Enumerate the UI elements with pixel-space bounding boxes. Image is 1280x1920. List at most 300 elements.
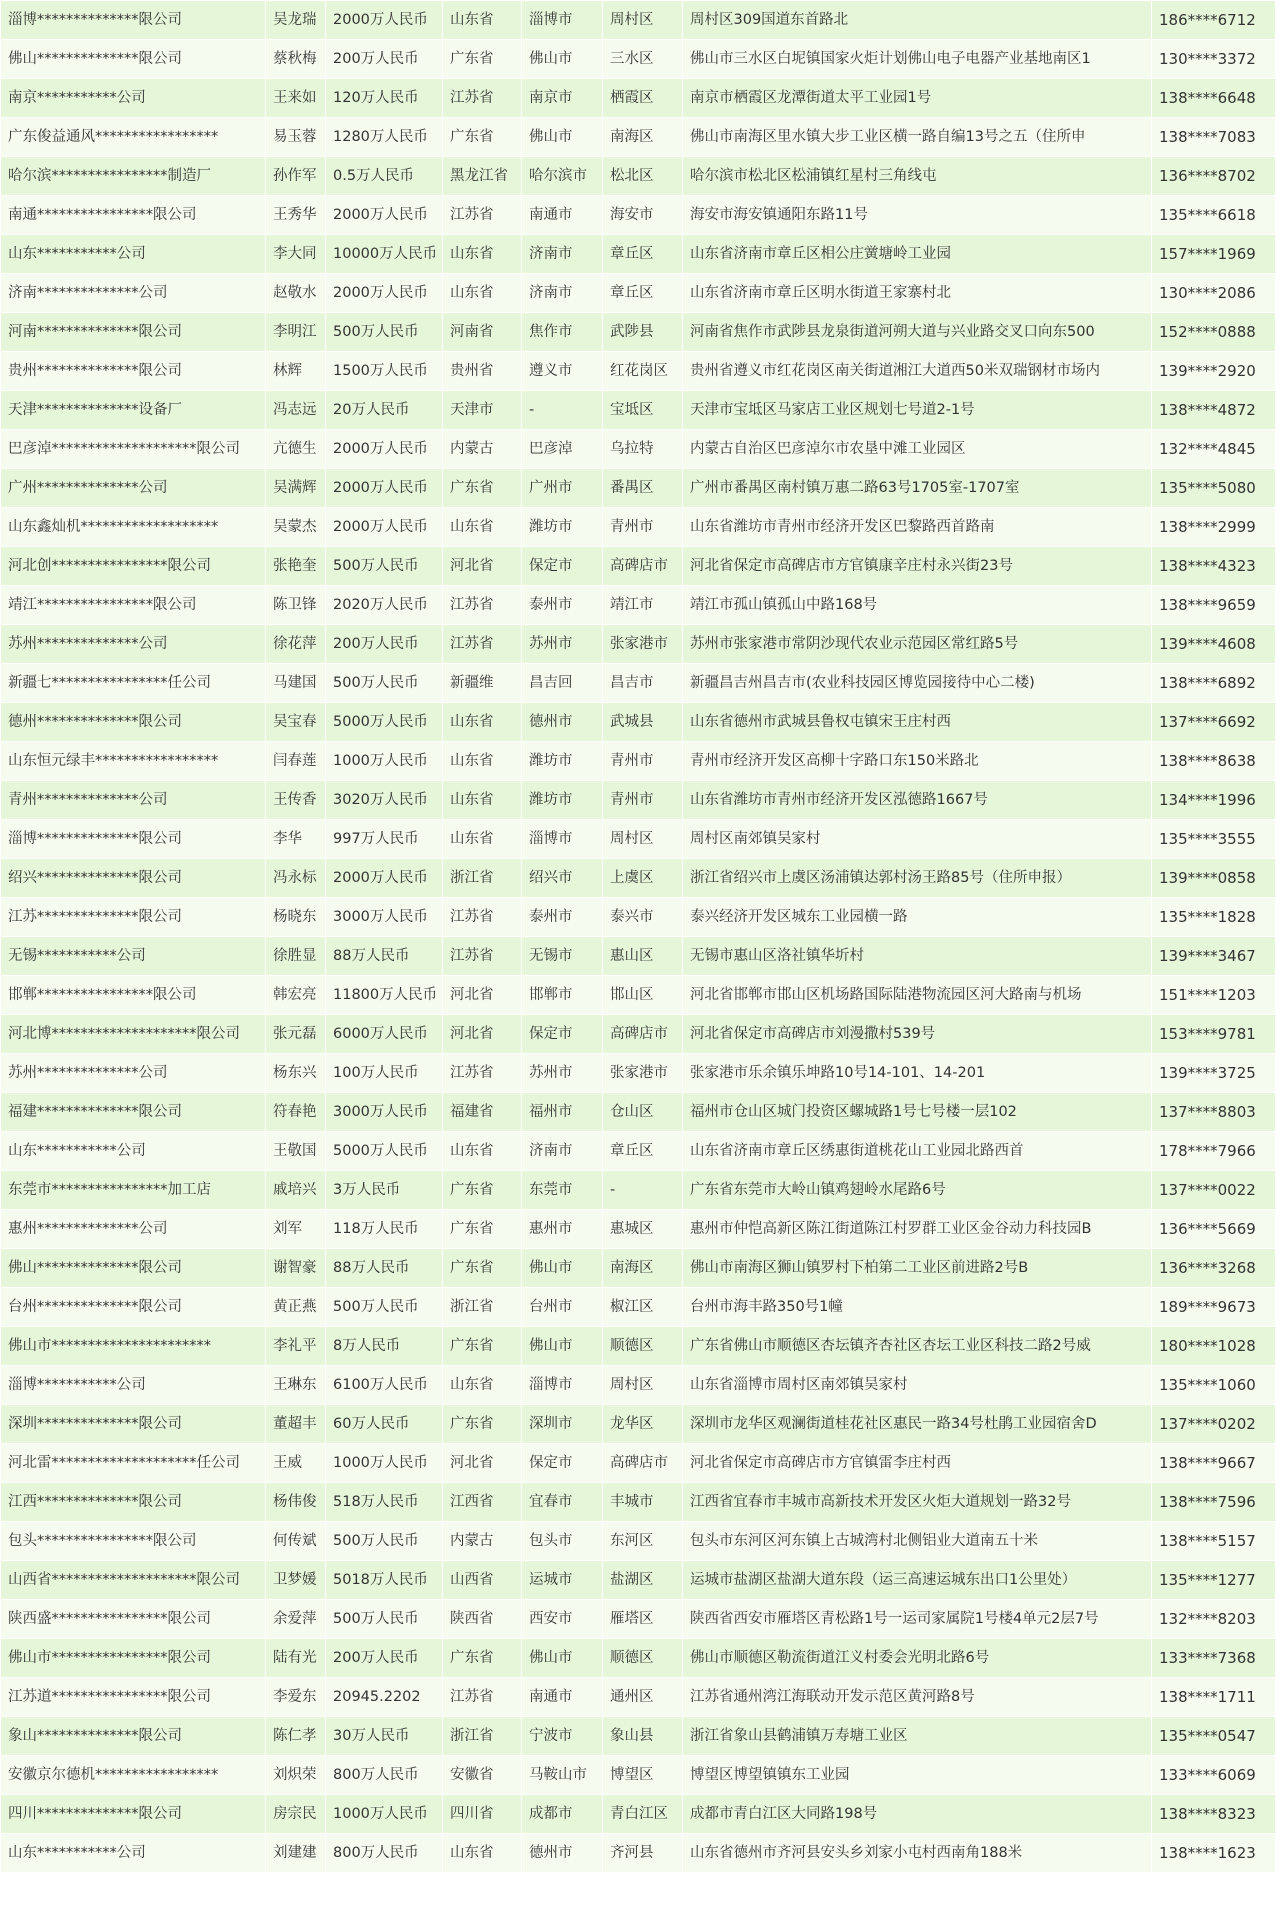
table-row	[1, 898, 1276, 937]
company-name-cell: 苏州**************公司	[1, 1054, 266, 1093]
city-cell: 宁波市	[522, 1717, 603, 1756]
table-row	[1, 79, 1276, 118]
address-cell: 佛山市南海区里水镇大步工业区横一路自编13号之五（住所申	[683, 118, 1152, 157]
district-cell: 高碑店市	[603, 1444, 683, 1483]
phone-cell: 138****8323	[1152, 1795, 1276, 1834]
district-cell: 张家港市	[603, 625, 683, 664]
city-cell: 焦作市	[522, 313, 603, 352]
registered-capital-cell: 30万人民币	[326, 1717, 443, 1756]
phone-cell: 135****1060	[1152, 1366, 1276, 1405]
table-row	[1, 1132, 1276, 1171]
address-cell: 山东省淄博市周村区南郊镇吴家村	[683, 1366, 1152, 1405]
city-cell: 西安市	[522, 1600, 603, 1639]
legal-person-cell: 闫春莲	[266, 742, 326, 781]
province-cell: 江苏省	[443, 1054, 522, 1093]
address-cell: 贵州省遵义市红花岗区南关街道湘江大道西50米双瑞钢材市场内	[683, 352, 1152, 391]
registered-capital-cell: 500万人民币	[326, 1288, 443, 1327]
table-row	[1, 469, 1276, 508]
registered-capital-cell: 2020万人民币	[326, 586, 443, 625]
province-cell: 四川省	[443, 1795, 522, 1834]
legal-person-cell: 李华	[266, 820, 326, 859]
phone-cell: 153****9781	[1152, 1015, 1276, 1054]
registered-capital-cell: 200万人民币	[326, 1639, 443, 1678]
province-cell: 山东省	[443, 274, 522, 313]
registered-capital-cell: 100万人民币	[326, 1054, 443, 1093]
city-cell: 南通市	[522, 1678, 603, 1717]
registered-capital-cell: 20万人民币	[326, 391, 443, 430]
province-cell: 山东省	[443, 1132, 522, 1171]
legal-person-cell: 何传斌	[266, 1522, 326, 1561]
table-row	[1, 1210, 1276, 1249]
city-cell: 台州市	[522, 1288, 603, 1327]
company-name-cell: 山西省********************限公司	[1, 1561, 266, 1600]
company-name-cell: 福建**************限公司	[1, 1093, 266, 1132]
province-cell: 福建省	[443, 1093, 522, 1132]
registered-capital-cell: 500万人民币	[326, 313, 443, 352]
province-cell: 浙江省	[443, 1288, 522, 1327]
table-row	[1, 430, 1276, 469]
district-cell: 象山县	[603, 1717, 683, 1756]
phone-cell: 151****1203	[1152, 976, 1276, 1015]
company-name-cell: 新疆七****************任公司	[1, 664, 266, 703]
legal-person-cell: 余爱萍	[266, 1600, 326, 1639]
company-name-cell: 无锡***********公司	[1, 937, 266, 976]
phone-cell: 135****1277	[1152, 1561, 1276, 1600]
company-name-cell: 山东恒元绿丰*****************	[1, 742, 266, 781]
city-cell: 潍坊市	[522, 742, 603, 781]
address-cell: 成都市青白江区大同路198号	[683, 1795, 1152, 1834]
city-cell: 宜春市	[522, 1483, 603, 1522]
registered-capital-cell: 500万人民币	[326, 547, 443, 586]
address-cell: 河北省保定市高碑店市刘漫撒村539号	[683, 1015, 1152, 1054]
company-name-cell: 河南**************限公司	[1, 313, 266, 352]
company-name-cell: 淄博**************限公司	[1, 820, 266, 859]
phone-cell: 132****8203	[1152, 1600, 1276, 1639]
province-cell: 山东省	[443, 781, 522, 820]
address-cell: 佛山市南海区狮山镇罗村下柏第二工业区前进路2号B	[683, 1249, 1152, 1288]
legal-person-cell: 徐花萍	[266, 625, 326, 664]
registered-capital-cell: 500万人民币	[326, 1522, 443, 1561]
city-cell: 运城市	[522, 1561, 603, 1600]
phone-cell: 152****0888	[1152, 313, 1276, 352]
city-cell: 邯郸市	[522, 976, 603, 1015]
table-row	[1, 157, 1276, 196]
province-cell: 江苏省	[443, 625, 522, 664]
district-cell: 宝坻区	[603, 391, 683, 430]
district-cell: 三水区	[603, 40, 683, 79]
registered-capital-cell: 5000万人民币	[326, 703, 443, 742]
company-name-cell: 天津**************设备厂	[1, 391, 266, 430]
province-cell: 贵州省	[443, 352, 522, 391]
address-cell: 周村区309国道东首路北	[683, 1, 1152, 40]
legal-person-cell: 戚培兴	[266, 1171, 326, 1210]
legal-person-cell: 房宗民	[266, 1795, 326, 1834]
district-cell: 惠城区	[603, 1210, 683, 1249]
province-cell: 广东省	[443, 1249, 522, 1288]
district-cell: 靖江市	[603, 586, 683, 625]
company-name-cell: 河北创****************限公司	[1, 547, 266, 586]
address-cell: 哈尔滨市松北区松浦镇红星村三角线屯	[683, 157, 1152, 196]
province-cell: 山东省	[443, 742, 522, 781]
company-name-cell: 东莞市****************加工店	[1, 1171, 266, 1210]
company-name-cell: 山东***********公司	[1, 1132, 266, 1171]
table-row	[1, 313, 1276, 352]
province-cell: 山东省	[443, 1, 522, 40]
province-cell: 黑龙江省	[443, 157, 522, 196]
address-cell: 福州市仓山区城门投资区螺城路1号七号楼一层102	[683, 1093, 1152, 1132]
table-row	[1, 703, 1276, 742]
phone-cell: 139****4608	[1152, 625, 1276, 664]
address-cell: 台州市海丰路350号1幢	[683, 1288, 1152, 1327]
company-name-cell: 贵州**************限公司	[1, 352, 266, 391]
registered-capital-cell: 120万人民币	[326, 79, 443, 118]
table-row	[1, 508, 1276, 547]
city-cell: 成都市	[522, 1795, 603, 1834]
company-name-cell: 南通****************限公司	[1, 196, 266, 235]
phone-cell: 137****0202	[1152, 1405, 1276, 1444]
legal-person-cell: 马建国	[266, 664, 326, 703]
city-cell: 昌吉回	[522, 664, 603, 703]
address-cell: 包头市东河区河东镇上古城湾村北侧铝业大道南五十米	[683, 1522, 1152, 1561]
table-row	[1, 1795, 1276, 1834]
province-cell: 江西省	[443, 1483, 522, 1522]
registered-capital-cell: 500万人民币	[326, 664, 443, 703]
address-cell: 内蒙古自治区巴彦淖尔市农垦中滩工业园区	[683, 430, 1152, 469]
company-name-cell: 陕西盛****************限公司	[1, 1600, 266, 1639]
registered-capital-cell: 2000万人民币	[326, 196, 443, 235]
province-cell: 广东省	[443, 118, 522, 157]
legal-person-cell: 杨晓东	[266, 898, 326, 937]
registered-capital-cell: 800万人民币	[326, 1756, 443, 1795]
city-cell: 潍坊市	[522, 508, 603, 547]
city-cell: 遵义市	[522, 352, 603, 391]
address-cell: 无锡市惠山区洛社镇华圻村	[683, 937, 1152, 976]
company-name-cell: 江西**************限公司	[1, 1483, 266, 1522]
province-cell: 江苏省	[443, 898, 522, 937]
table-row	[1, 1522, 1276, 1561]
phone-cell: 186****6712	[1152, 1, 1276, 40]
table-row	[1, 1600, 1276, 1639]
city-cell: 佛山市	[522, 1327, 603, 1366]
city-cell: 济南市	[522, 1132, 603, 1171]
registered-capital-cell: 11800万人民币	[326, 976, 443, 1015]
phone-cell: 138****1711	[1152, 1678, 1276, 1717]
address-cell: 天津市宝坻区马家店工业区规划七号道2-1号	[683, 391, 1152, 430]
city-cell: 泰州市	[522, 898, 603, 937]
phone-cell: 130****3372	[1152, 40, 1276, 79]
registered-capital-cell: 2000万人民币	[326, 859, 443, 898]
phone-cell: 138****9659	[1152, 586, 1276, 625]
address-cell: 浙江省象山县鹤浦镇万寿塘工业区	[683, 1717, 1152, 1756]
registered-capital-cell: 3000万人民币	[326, 898, 443, 937]
district-cell: 雁塔区	[603, 1600, 683, 1639]
company-name-cell: 淄博**************限公司	[1, 1, 266, 40]
company-name-cell: 佛山**************限公司	[1, 1249, 266, 1288]
city-cell: 深圳市	[522, 1405, 603, 1444]
registered-capital-cell: 1000万人民币	[326, 1795, 443, 1834]
phone-cell: 135****3555	[1152, 820, 1276, 859]
phone-cell: 138****6892	[1152, 664, 1276, 703]
company-name-cell: 南京***********公司	[1, 79, 266, 118]
district-cell: 泰兴市	[603, 898, 683, 937]
company-name-cell: 象山**************限公司	[1, 1717, 266, 1756]
company-name-cell: 安徽京尔德机*****************	[1, 1756, 266, 1795]
legal-person-cell: 吴蒙杰	[266, 508, 326, 547]
phone-cell: 138****9667	[1152, 1444, 1276, 1483]
address-cell: 佛山市三水区白坭镇国家火炬计划佛山电子电器产业基地南区1	[683, 40, 1152, 79]
legal-person-cell: 冯永标	[266, 859, 326, 898]
legal-person-cell: 王秀华	[266, 196, 326, 235]
city-cell: 苏州市	[522, 625, 603, 664]
legal-person-cell: 冯志远	[266, 391, 326, 430]
phone-cell: 138****8638	[1152, 742, 1276, 781]
table-row	[1, 274, 1276, 313]
city-cell: 惠州市	[522, 1210, 603, 1249]
registered-capital-cell: 20945.2202	[326, 1678, 443, 1717]
address-cell: 山东省德州市武城县鲁权屯镇宋王庄村西	[683, 703, 1152, 742]
address-cell: 南京市栖霞区龙潭街道太平工业园1号	[683, 79, 1152, 118]
table-row	[1, 1639, 1276, 1678]
registered-capital-cell: 1000万人民币	[326, 1444, 443, 1483]
registered-capital-cell: 88万人民币	[326, 1249, 443, 1288]
company-name-cell: 惠州**************公司	[1, 1210, 266, 1249]
phone-cell: 138****4323	[1152, 547, 1276, 586]
address-cell: 广州市番禺区南村镇万惠二路63号1705室-1707室	[683, 469, 1152, 508]
company-name-cell: 绍兴**************限公司	[1, 859, 266, 898]
district-cell: 海安市	[603, 196, 683, 235]
legal-person-cell: 杨伟俊	[266, 1483, 326, 1522]
district-cell: 昌吉市	[603, 664, 683, 703]
province-cell: 内蒙古	[443, 430, 522, 469]
phone-cell: 132****4845	[1152, 430, 1276, 469]
city-cell: 广州市	[522, 469, 603, 508]
city-cell: 济南市	[522, 235, 603, 274]
company-name-cell: 广东俊益通风*****************	[1, 118, 266, 157]
province-cell: 山东省	[443, 820, 522, 859]
company-name-cell: 佛山市****************限公司	[1, 1639, 266, 1678]
company-name-cell: 广州**************公司	[1, 469, 266, 508]
district-cell: 周村区	[603, 1366, 683, 1405]
province-cell: 内蒙古	[443, 1522, 522, 1561]
company-name-cell: 邯郸****************限公司	[1, 976, 266, 1015]
phone-cell: 139****2920	[1152, 352, 1276, 391]
address-cell: 青州市经济开发区高柳十字路口东150米路北	[683, 742, 1152, 781]
registered-capital-cell: 10000万人民币	[326, 235, 443, 274]
registered-capital-cell: 800万人民币	[326, 1834, 443, 1873]
table-row	[1, 781, 1276, 820]
table-row	[1, 1171, 1276, 1210]
registered-capital-cell: 118万人民币	[326, 1210, 443, 1249]
legal-person-cell: 赵敬水	[266, 274, 326, 313]
legal-person-cell: 刘炽荣	[266, 1756, 326, 1795]
district-cell: 周村区	[603, 1, 683, 40]
city-cell: 东莞市	[522, 1171, 603, 1210]
district-cell: 齐河县	[603, 1834, 683, 1873]
city-cell: 哈尔滨市	[522, 157, 603, 196]
city-cell: 潍坊市	[522, 781, 603, 820]
registered-capital-cell: 0.5万人民币	[326, 157, 443, 196]
city-cell: 苏州市	[522, 1054, 603, 1093]
city-cell: 巴彦淖	[522, 430, 603, 469]
city-cell: 保定市	[522, 1444, 603, 1483]
district-cell: 龙华区	[603, 1405, 683, 1444]
address-cell: 山东省潍坊市青州市经济开发区巴黎路西首路南	[683, 508, 1152, 547]
address-cell: 江苏省通州湾江海联动开发示范区黄河路8号	[683, 1678, 1152, 1717]
district-cell: 仓山区	[603, 1093, 683, 1132]
phone-cell: 136****3268	[1152, 1249, 1276, 1288]
address-cell: 广东省佛山市顺德区杏坛镇齐杏社区杏坛工业区科技二路2号威	[683, 1327, 1152, 1366]
district-cell: 青州市	[603, 742, 683, 781]
city-cell: 南京市	[522, 79, 603, 118]
registered-capital-cell: 2000万人民币	[326, 469, 443, 508]
phone-cell: 136****5669	[1152, 1210, 1276, 1249]
legal-person-cell: 李爱东	[266, 1678, 326, 1717]
table-row	[1, 1015, 1276, 1054]
phone-cell: 138****2999	[1152, 508, 1276, 547]
district-cell: 盐湖区	[603, 1561, 683, 1600]
city-cell: -	[522, 391, 603, 430]
registered-capital-cell: 2000万人民币	[326, 508, 443, 547]
province-cell: 江苏省	[443, 1678, 522, 1717]
district-cell: 武陟县	[603, 313, 683, 352]
legal-person-cell: 王敬国	[266, 1132, 326, 1171]
city-cell: 保定市	[522, 1015, 603, 1054]
phone-cell: 138****7596	[1152, 1483, 1276, 1522]
table-row	[1, 547, 1276, 586]
district-cell: 乌拉特	[603, 430, 683, 469]
province-cell: 江苏省	[443, 586, 522, 625]
legal-person-cell: 李礼平	[266, 1327, 326, 1366]
legal-person-cell: 王琳东	[266, 1366, 326, 1405]
company-name-cell: 哈尔滨****************制造厂	[1, 157, 266, 196]
company-name-cell: 苏州**************公司	[1, 625, 266, 664]
phone-cell: 137****0022	[1152, 1171, 1276, 1210]
table-row	[1, 118, 1276, 157]
city-cell: 佛山市	[522, 40, 603, 79]
province-cell: 河北省	[443, 1444, 522, 1483]
company-name-cell: 靖江****************限公司	[1, 586, 266, 625]
province-cell: 天津市	[443, 391, 522, 430]
company-name-cell: 淄博***********公司	[1, 1366, 266, 1405]
registered-capital-cell: 1000万人民币	[326, 742, 443, 781]
table-row	[1, 40, 1276, 79]
district-cell: 武城县	[603, 703, 683, 742]
district-cell: 栖霞区	[603, 79, 683, 118]
address-cell: 河南省焦作市武陟县龙泉街道河朔大道与兴业路交叉口向东500	[683, 313, 1152, 352]
legal-person-cell: 李大同	[266, 235, 326, 274]
table-row	[1, 1444, 1276, 1483]
province-cell: 新疆维	[443, 664, 522, 703]
table-row	[1, 1327, 1276, 1366]
phone-cell: 137****8803	[1152, 1093, 1276, 1132]
phone-cell: 135****1828	[1152, 898, 1276, 937]
registered-capital-cell: 6000万人民币	[326, 1015, 443, 1054]
company-name-cell: 深圳**************限公司	[1, 1405, 266, 1444]
phone-cell: 189****9673	[1152, 1288, 1276, 1327]
district-cell: 东河区	[603, 1522, 683, 1561]
district-cell: 顺德区	[603, 1327, 683, 1366]
phone-cell: 134****1996	[1152, 781, 1276, 820]
province-cell: 广东省	[443, 1639, 522, 1678]
address-cell: 河北省保定市高碑店市方官镇康辛庄村永兴街23号	[683, 547, 1152, 586]
company-name-cell: 山东***********公司	[1, 235, 266, 274]
phone-cell: 139****3467	[1152, 937, 1276, 976]
province-cell: 江苏省	[443, 196, 522, 235]
table-row	[1, 235, 1276, 274]
city-cell: 佛山市	[522, 1249, 603, 1288]
legal-person-cell: 刘军	[266, 1210, 326, 1249]
district-cell: 丰城市	[603, 1483, 683, 1522]
registered-capital-cell: 997万人民币	[326, 820, 443, 859]
registered-capital-cell: 3000万人民币	[326, 1093, 443, 1132]
phone-cell: 138****6648	[1152, 79, 1276, 118]
address-cell: 靖江市孤山镇孤山中路168号	[683, 586, 1152, 625]
district-cell: 南海区	[603, 118, 683, 157]
district-cell: 青白江区	[603, 1795, 683, 1834]
province-cell: 河北省	[443, 976, 522, 1015]
province-cell: 广东省	[443, 1171, 522, 1210]
registered-capital-cell: 5000万人民币	[326, 1132, 443, 1171]
legal-person-cell: 杨东兴	[266, 1054, 326, 1093]
district-cell: 博望区	[603, 1756, 683, 1795]
table-row	[1, 859, 1276, 898]
city-cell: 绍兴市	[522, 859, 603, 898]
table-row	[1, 1249, 1276, 1288]
phone-cell: 135****6618	[1152, 196, 1276, 235]
address-cell: 山东省德州市齐河县安头乡刘家小屯村西南角188米	[683, 1834, 1152, 1873]
city-cell: 泰州市	[522, 586, 603, 625]
registered-capital-cell: 3万人民币	[326, 1171, 443, 1210]
registered-capital-cell: 500万人民币	[326, 1600, 443, 1639]
table-row	[1, 625, 1276, 664]
legal-person-cell: 张艳奎	[266, 547, 326, 586]
address-cell: 山东省潍坊市青州市经济开发区泓德路1667号	[683, 781, 1152, 820]
province-cell: 江苏省	[443, 937, 522, 976]
registered-capital-cell: 6100万人民币	[326, 1366, 443, 1405]
company-name-cell: 佛山市**********************	[1, 1327, 266, 1366]
district-cell: 通州区	[603, 1678, 683, 1717]
address-cell: 河北省邯郸市邯山区机场路国际陆港物流园区河大路南与机场	[683, 976, 1152, 1015]
company-name-cell: 台州**************限公司	[1, 1288, 266, 1327]
table-row	[1, 1288, 1276, 1327]
city-cell: 淄博市	[522, 820, 603, 859]
company-name-cell: 包头****************限公司	[1, 1522, 266, 1561]
phone-cell: 139****0858	[1152, 859, 1276, 898]
address-cell: 浙江省绍兴市上虞区汤浦镇达郭村汤王路85号（住所申报）	[683, 859, 1152, 898]
phone-cell: 135****5080	[1152, 469, 1276, 508]
registered-capital-cell: 200万人民币	[326, 625, 443, 664]
district-cell: 高碑店市	[603, 547, 683, 586]
table-row	[1, 1054, 1276, 1093]
address-cell: 河北省保定市高碑店市方官镇雷李庄村西	[683, 1444, 1152, 1483]
city-cell: 淄博市	[522, 1366, 603, 1405]
address-cell: 陕西省西安市雁塔区青松路1号一运司家属院1号楼4单元2层7号	[683, 1600, 1152, 1639]
registered-capital-cell: 88万人民币	[326, 937, 443, 976]
phone-cell: 178****7966	[1152, 1132, 1276, 1171]
legal-person-cell: 孙作军	[266, 157, 326, 196]
district-cell: 顺德区	[603, 1639, 683, 1678]
legal-person-cell: 易玉蓉	[266, 118, 326, 157]
district-cell: 章丘区	[603, 235, 683, 274]
legal-person-cell: 陈仁孝	[266, 1717, 326, 1756]
address-cell: 苏州市张家港市常阴沙现代农业示范园区常红路5号	[683, 625, 1152, 664]
address-cell: 张家港市乐余镇乐坤路10号14-101、14-201	[683, 1054, 1152, 1093]
district-cell: 青州市	[603, 508, 683, 547]
city-cell: 包头市	[522, 1522, 603, 1561]
table-row	[1, 352, 1276, 391]
legal-person-cell: 王传香	[266, 781, 326, 820]
registered-capital-cell: 8万人民币	[326, 1327, 443, 1366]
